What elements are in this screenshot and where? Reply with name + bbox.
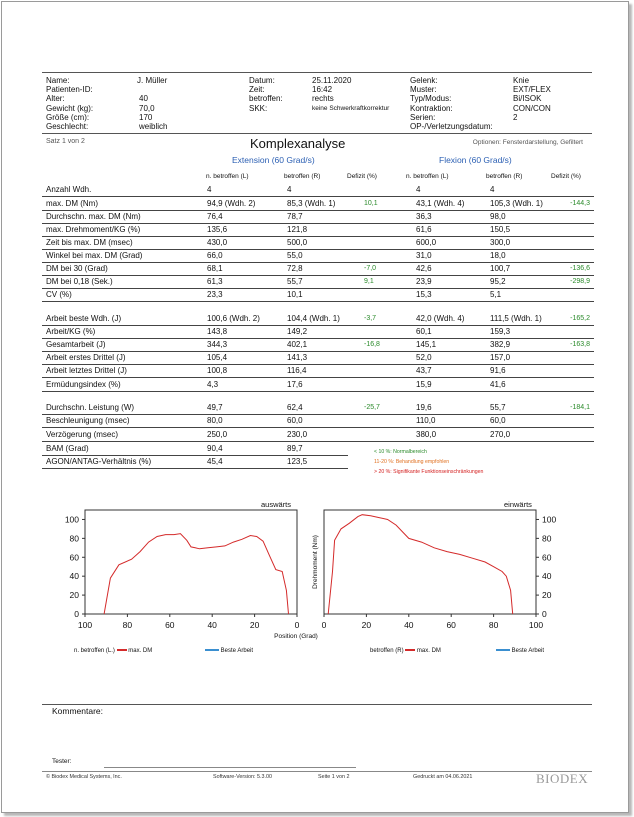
- header-value: keine Schwerkraftkorrektur: [312, 104, 390, 112]
- cell-r2: 4: [490, 185, 495, 194]
- row-label: AGON/ANTAG-Verhältnis (%): [46, 457, 152, 466]
- header-row: [249, 103, 390, 113]
- cell-r1: 72,8: [287, 264, 303, 273]
- biodex-logo: BIODEX: [536, 771, 589, 786]
- col-header-flex-r: betroffen (R): [486, 173, 523, 180]
- cell-r1: 55,0: [287, 251, 303, 260]
- header-row: [46, 103, 155, 113]
- right-legend: [370, 648, 441, 654]
- footer-version: Software-Version: 5.3.00: [213, 774, 273, 780]
- cell-r1: 104,4 (Wdh. 1): [287, 314, 340, 323]
- cell-l1: 23,3: [207, 290, 223, 299]
- y-tick-label: 0: [542, 609, 547, 619]
- table-row: [2, 364, 630, 377]
- cell-r2: 159,3: [490, 327, 511, 336]
- header-label: Größe (cm):: [46, 112, 90, 122]
- header-row: [46, 94, 148, 104]
- extension-title: Extension (60 Grad/s): [232, 155, 315, 165]
- cell-l1: 4: [207, 185, 212, 194]
- torque-curve: [328, 515, 513, 614]
- cell-r1: 4: [287, 185, 292, 194]
- cell-l1: 45,4: [207, 457, 223, 466]
- row-rule: [42, 468, 348, 469]
- cell-l2: 60,1: [416, 327, 432, 336]
- header-value: 170: [139, 112, 153, 122]
- header-label: Geschlecht:: [46, 121, 89, 131]
- y-tick-label: 20: [69, 590, 79, 601]
- cell-l1: 90,4: [207, 444, 223, 453]
- cell-l2: 145,1: [416, 340, 437, 349]
- row-label: Arbeit erstes Drittel (J): [46, 353, 126, 362]
- cell-l1: 94,9 (Wdh. 2): [207, 199, 256, 208]
- table-row: [2, 338, 630, 351]
- y-tick-label: 100: [64, 514, 79, 525]
- table-row: [2, 236, 630, 249]
- report-page: [1, 1, 629, 813]
- session-info: [249, 76, 390, 113]
- cell-l2: 380,0: [416, 430, 437, 439]
- flexion-title: Flexion (60 Grad/s): [439, 155, 512, 165]
- table-row: [2, 325, 630, 338]
- y-tick-label: 100: [542, 514, 557, 525]
- y-tick-label: 60: [542, 552, 552, 563]
- header-value: weiblich: [139, 121, 168, 131]
- header-label: Patienten-ID:: [46, 85, 93, 95]
- col-header-flex-deficit: Defizit (%): [551, 173, 581, 180]
- table-row: [2, 197, 630, 210]
- cell-l2: 43,7: [416, 366, 432, 375]
- legend-treatment: 11-20 %: Behandlung empfohlen: [374, 459, 450, 465]
- cell-l2: 4: [416, 185, 421, 194]
- header-label: Name:: [46, 76, 70, 85]
- cell-r1: 60,0: [287, 416, 303, 425]
- header-row: [46, 76, 168, 85]
- x-tick-label: 20: [361, 620, 372, 630]
- header-label: Muster:: [410, 85, 437, 95]
- table-row: [2, 312, 630, 325]
- row-label: Ermüdungsindex (%): [46, 380, 121, 389]
- footer-page: Seite 1 von 2: [318, 774, 350, 780]
- cell-r2: 157,0: [490, 353, 511, 362]
- row-label: BAM (Grad): [46, 444, 89, 453]
- header-label: Gelenk:: [410, 76, 438, 85]
- x-tick-label: 100: [77, 620, 93, 630]
- chart-title: einwärts: [504, 500, 532, 509]
- cell-r2: 270,0: [490, 430, 511, 439]
- cell-l2: 43,1 (Wdh. 4): [416, 199, 465, 208]
- x-tick-label: 20: [249, 620, 260, 630]
- header-value: J. Müller: [137, 76, 168, 85]
- cell-r1: 55,7: [287, 277, 303, 286]
- cell-l2: 23,9: [416, 277, 432, 286]
- footer-printed: Gedruckt am 04.06.2021: [413, 774, 473, 780]
- x-tick-label: 40: [404, 620, 414, 630]
- header-value: 70,0: [139, 103, 155, 113]
- table-row: [2, 262, 630, 275]
- right-legend-best-swatch: [496, 649, 510, 651]
- cell-l1: 250,0: [207, 430, 228, 439]
- left-legend-name: n. betroffen (L.): [74, 648, 115, 654]
- report-title: Komplexanalyse: [250, 136, 346, 151]
- x-tick-label: 0: [321, 620, 327, 630]
- x-tick-label: 80: [488, 620, 499, 630]
- legend-significant: > 20 %: Signifikante Funktionseinschränkungen: [374, 469, 484, 475]
- header-label: Datum:: [249, 76, 275, 85]
- cell-l1: 105,4: [207, 353, 228, 362]
- header-bottom-rule: [42, 133, 592, 134]
- row-label: DM bei 0,18 (Sek.): [46, 277, 113, 286]
- table-row: [2, 249, 630, 262]
- footer-copyright: © Biodex Medical Systems, Inc.: [46, 774, 122, 780]
- row-label: Zeit bis max. DM (msec): [46, 238, 133, 247]
- y-tick-label: 40: [542, 571, 552, 582]
- cell-r1: 230,0: [287, 430, 308, 439]
- table-row: [2, 288, 630, 301]
- cell-r1: 149,2: [287, 327, 308, 336]
- cell-l1: 430,0: [207, 238, 228, 247]
- header-row: [46, 85, 93, 94]
- cell-d2: -144,3: [570, 200, 590, 207]
- col-header-ext-deficit: Defizit (%): [347, 173, 377, 180]
- cell-r2: 150,5: [490, 225, 511, 234]
- tester-line: [104, 767, 356, 768]
- header-row: [249, 76, 352, 85]
- row-label: Arbeit letztes Drittel (J): [46, 366, 127, 375]
- left-legend-best-label: Beste Arbeit: [220, 648, 254, 654]
- cell-r2: 41,6: [490, 380, 506, 389]
- comments-label: Kommentare:: [52, 706, 104, 716]
- cell-r1: 62,4: [287, 403, 303, 412]
- left-legend-curve-swatch: [117, 649, 127, 651]
- cell-d2: -184,1: [570, 404, 590, 411]
- tester-label: Tester:: [52, 758, 72, 765]
- table-row: [2, 378, 630, 391]
- x-tick-label: 40: [207, 620, 217, 630]
- cell-l1: 49,7: [207, 403, 223, 412]
- cell-l2: 600,0: [416, 238, 437, 247]
- row-label: Winkel bei max. DM (Grad): [46, 251, 143, 260]
- row-label: Arbeit beste Wdh. (J): [46, 314, 122, 323]
- cell-d2: -136,6: [570, 265, 590, 272]
- cell-r2: 60,0: [490, 416, 506, 425]
- results-table: [2, 183, 630, 473]
- table-row: [2, 351, 630, 364]
- torque-charts: [2, 490, 630, 670]
- table-row: [2, 210, 630, 223]
- cell-r2: 300,0: [490, 238, 511, 247]
- cell-d2: -165,2: [570, 315, 590, 322]
- chart-title: auswärts: [261, 500, 292, 509]
- cell-r1: 89,7: [287, 444, 303, 453]
- cell-r1: 123,5: [287, 457, 308, 466]
- x-tick-label: 60: [165, 620, 175, 630]
- header-label: OP-/Verletzungsdatum:: [410, 121, 493, 131]
- chart-frame: [324, 510, 536, 614]
- cell-r1: 402,1: [287, 340, 308, 349]
- header-value: 40: [139, 94, 148, 104]
- cell-r1: 121,8: [287, 225, 308, 234]
- cell-l1: 76,4: [207, 212, 223, 221]
- cell-l1: 4,3: [207, 380, 219, 389]
- header-label: Gewicht (kg):: [46, 103, 94, 113]
- cell-l1: 344,3: [207, 340, 228, 349]
- cell-l2: 31,0: [416, 251, 432, 260]
- cell-r2: 100,7: [490, 264, 511, 273]
- cell-r2: 18,0: [490, 251, 506, 260]
- right-legend-name: betroffen (R): [370, 648, 404, 654]
- cell-r1: 116,4: [287, 366, 307, 375]
- row-rule: [42, 391, 594, 392]
- cell-r2: 5,1: [490, 290, 502, 299]
- cell-r1: 17,6: [287, 380, 303, 389]
- header-label: Kontraktion:: [410, 103, 453, 113]
- cell-r2: 91,6: [490, 366, 506, 375]
- left-legend-maxdm: max. DM: [128, 648, 153, 654]
- y-tick-label: 20: [542, 590, 552, 601]
- header-value: 2: [513, 112, 518, 122]
- cell-d1: -25,7: [364, 404, 380, 411]
- right-legend-curve-swatch: [405, 649, 415, 651]
- y-tick-label: 40: [69, 571, 79, 582]
- cell-l2: 19,6: [416, 403, 432, 412]
- options-text: Optionen: Fensterdarstellung, Gefiltert: [472, 139, 583, 146]
- cell-r2: 105,3 (Wdh. 1): [490, 199, 543, 208]
- cell-l1: 80,0: [207, 416, 223, 425]
- x-tick-label: 0: [294, 620, 300, 630]
- row-label: Durchschn. Leistung (W): [46, 403, 135, 412]
- cell-d1: 10,1: [364, 200, 378, 207]
- y-tick-label: 80: [69, 533, 79, 544]
- header-row: [410, 103, 551, 113]
- col-header-ext-r: betroffen (R): [284, 173, 321, 180]
- cell-l2: 15,9: [416, 380, 432, 389]
- cell-d1: -7,0: [364, 265, 377, 272]
- x-tick-label: 80: [122, 620, 133, 630]
- header-label: Typ/Modus:: [410, 94, 452, 104]
- cell-r2: 382,9: [490, 340, 511, 349]
- cell-l1: 135,6: [207, 225, 228, 234]
- header-label: Alter:: [46, 94, 65, 104]
- row-label: Gesamtarbeit (J): [46, 340, 106, 349]
- header-row: [410, 85, 551, 95]
- torque-curve: [104, 534, 288, 614]
- cell-l1: 61,3: [207, 277, 223, 286]
- left-legend-best-swatch: [205, 649, 219, 651]
- cell-l1: 143,8: [207, 327, 228, 336]
- right-legend-maxdm: max. DM: [416, 648, 441, 654]
- cell-r1: 85,3 (Wdh. 1): [287, 199, 336, 208]
- y-tick-label: 0: [74, 609, 79, 619]
- chart-frame: [85, 510, 297, 614]
- set-info: Satz 1 von 2: [46, 138, 85, 145]
- cell-l1: 100,6 (Wdh. 2): [207, 314, 260, 323]
- cell-r2: 111,5 (Wdh. 1): [490, 314, 542, 323]
- header-row: [249, 94, 334, 104]
- table-row: [2, 223, 630, 236]
- cell-l2: 61,6: [416, 225, 432, 234]
- row-label: max. DM (Nm): [46, 199, 98, 208]
- table-row: [2, 442, 630, 455]
- header-label: Zeit:: [249, 85, 265, 95]
- footer-rule: [42, 771, 592, 772]
- table-row: [2, 428, 630, 441]
- header-top-rule: [42, 72, 592, 73]
- header-row: [410, 122, 493, 131]
- header-value: Bi/ISOK: [513, 94, 542, 104]
- x-axis-label: Position (Grad): [274, 633, 318, 640]
- y-axis-label: Drehmoment (Nm): [312, 535, 319, 589]
- header-value: CON/CON: [513, 103, 551, 113]
- col-header-flex-l: n. betroffen (L): [406, 173, 449, 180]
- row-label: max. Drehmoment/KG (%): [46, 225, 141, 234]
- cell-d1: -16,8: [364, 341, 380, 348]
- header-row: [249, 85, 333, 95]
- cell-d1: 9,1: [364, 278, 374, 285]
- row-label: Verzögerung (msec): [46, 430, 119, 439]
- table-row: [2, 275, 630, 288]
- header-row: [410, 76, 530, 85]
- header-label: Serien:: [410, 112, 436, 122]
- header-value: Knie: [513, 76, 530, 85]
- cell-l2: 42,6: [416, 264, 432, 273]
- left-legend-best: [205, 648, 253, 654]
- cell-d2: -298,9: [570, 278, 590, 285]
- patient-info: [46, 76, 168, 131]
- header-label: betroffen:: [249, 94, 283, 104]
- row-label: Beschleunigung (msec): [46, 416, 130, 425]
- row-label: Anzahl Wdh.: [46, 185, 92, 194]
- cell-r2: 55,7: [490, 403, 506, 412]
- header-value: 25.11.2020: [312, 76, 352, 85]
- y-tick-label: 80: [542, 533, 552, 544]
- table-row: [2, 455, 630, 468]
- right-legend-best: [496, 648, 544, 654]
- right-legend-best-label: Beste Arbeit: [511, 648, 545, 654]
- cell-r2: 95,2: [490, 277, 506, 286]
- cell-l1: 66,0: [207, 251, 223, 260]
- cell-l1: 68,1: [207, 264, 223, 273]
- header-row: [410, 94, 542, 104]
- col-header-ext-l: n. betroffen (L): [206, 173, 249, 180]
- cell-l2: 110,0: [416, 416, 436, 425]
- header-row: [410, 112, 518, 122]
- cell-r1: 78,7: [287, 212, 303, 221]
- row-label: Arbeit/KG (%): [46, 327, 96, 336]
- x-tick-label: 100: [528, 620, 544, 630]
- cell-r1: 141,3: [287, 353, 308, 362]
- cell-r2: 98,0: [490, 212, 506, 221]
- header-value: 16:42: [312, 85, 333, 95]
- table-row: [2, 401, 630, 414]
- row-rule: [42, 301, 594, 302]
- test-info: [410, 76, 551, 131]
- row-label: Durchschn. max. DM (Nm): [46, 212, 141, 221]
- header-value: rechts: [312, 94, 334, 104]
- header-row: [46, 112, 153, 122]
- left-legend: [74, 648, 152, 654]
- cell-l1: 100,8: [207, 366, 228, 375]
- x-tick-label: 60: [446, 620, 456, 630]
- cell-d2: -163,8: [570, 341, 590, 348]
- cell-d1: -3,7: [364, 315, 377, 322]
- cell-l2: 15,3: [416, 290, 432, 299]
- cell-r1: 10,1: [287, 290, 303, 299]
- row-label: DM bei 30 (Grad): [46, 264, 108, 273]
- y-tick-label: 60: [69, 552, 79, 563]
- cell-l2: 42,0 (Wdh. 4): [416, 314, 465, 323]
- header-value: EXT/FLEX: [513, 85, 551, 95]
- header-row: [46, 121, 168, 131]
- cell-r1: 500,0: [287, 238, 308, 247]
- table-row: [2, 414, 630, 427]
- header-label: SKK:: [249, 103, 268, 113]
- table-row: [2, 183, 630, 196]
- cell-l2: 52,0: [416, 353, 432, 362]
- cell-l2: 36,3: [416, 212, 432, 221]
- legend-normal: < 10 %: Normalbereich: [374, 449, 427, 455]
- row-label: CV (%): [46, 290, 72, 299]
- comments-rule: [42, 704, 592, 705]
